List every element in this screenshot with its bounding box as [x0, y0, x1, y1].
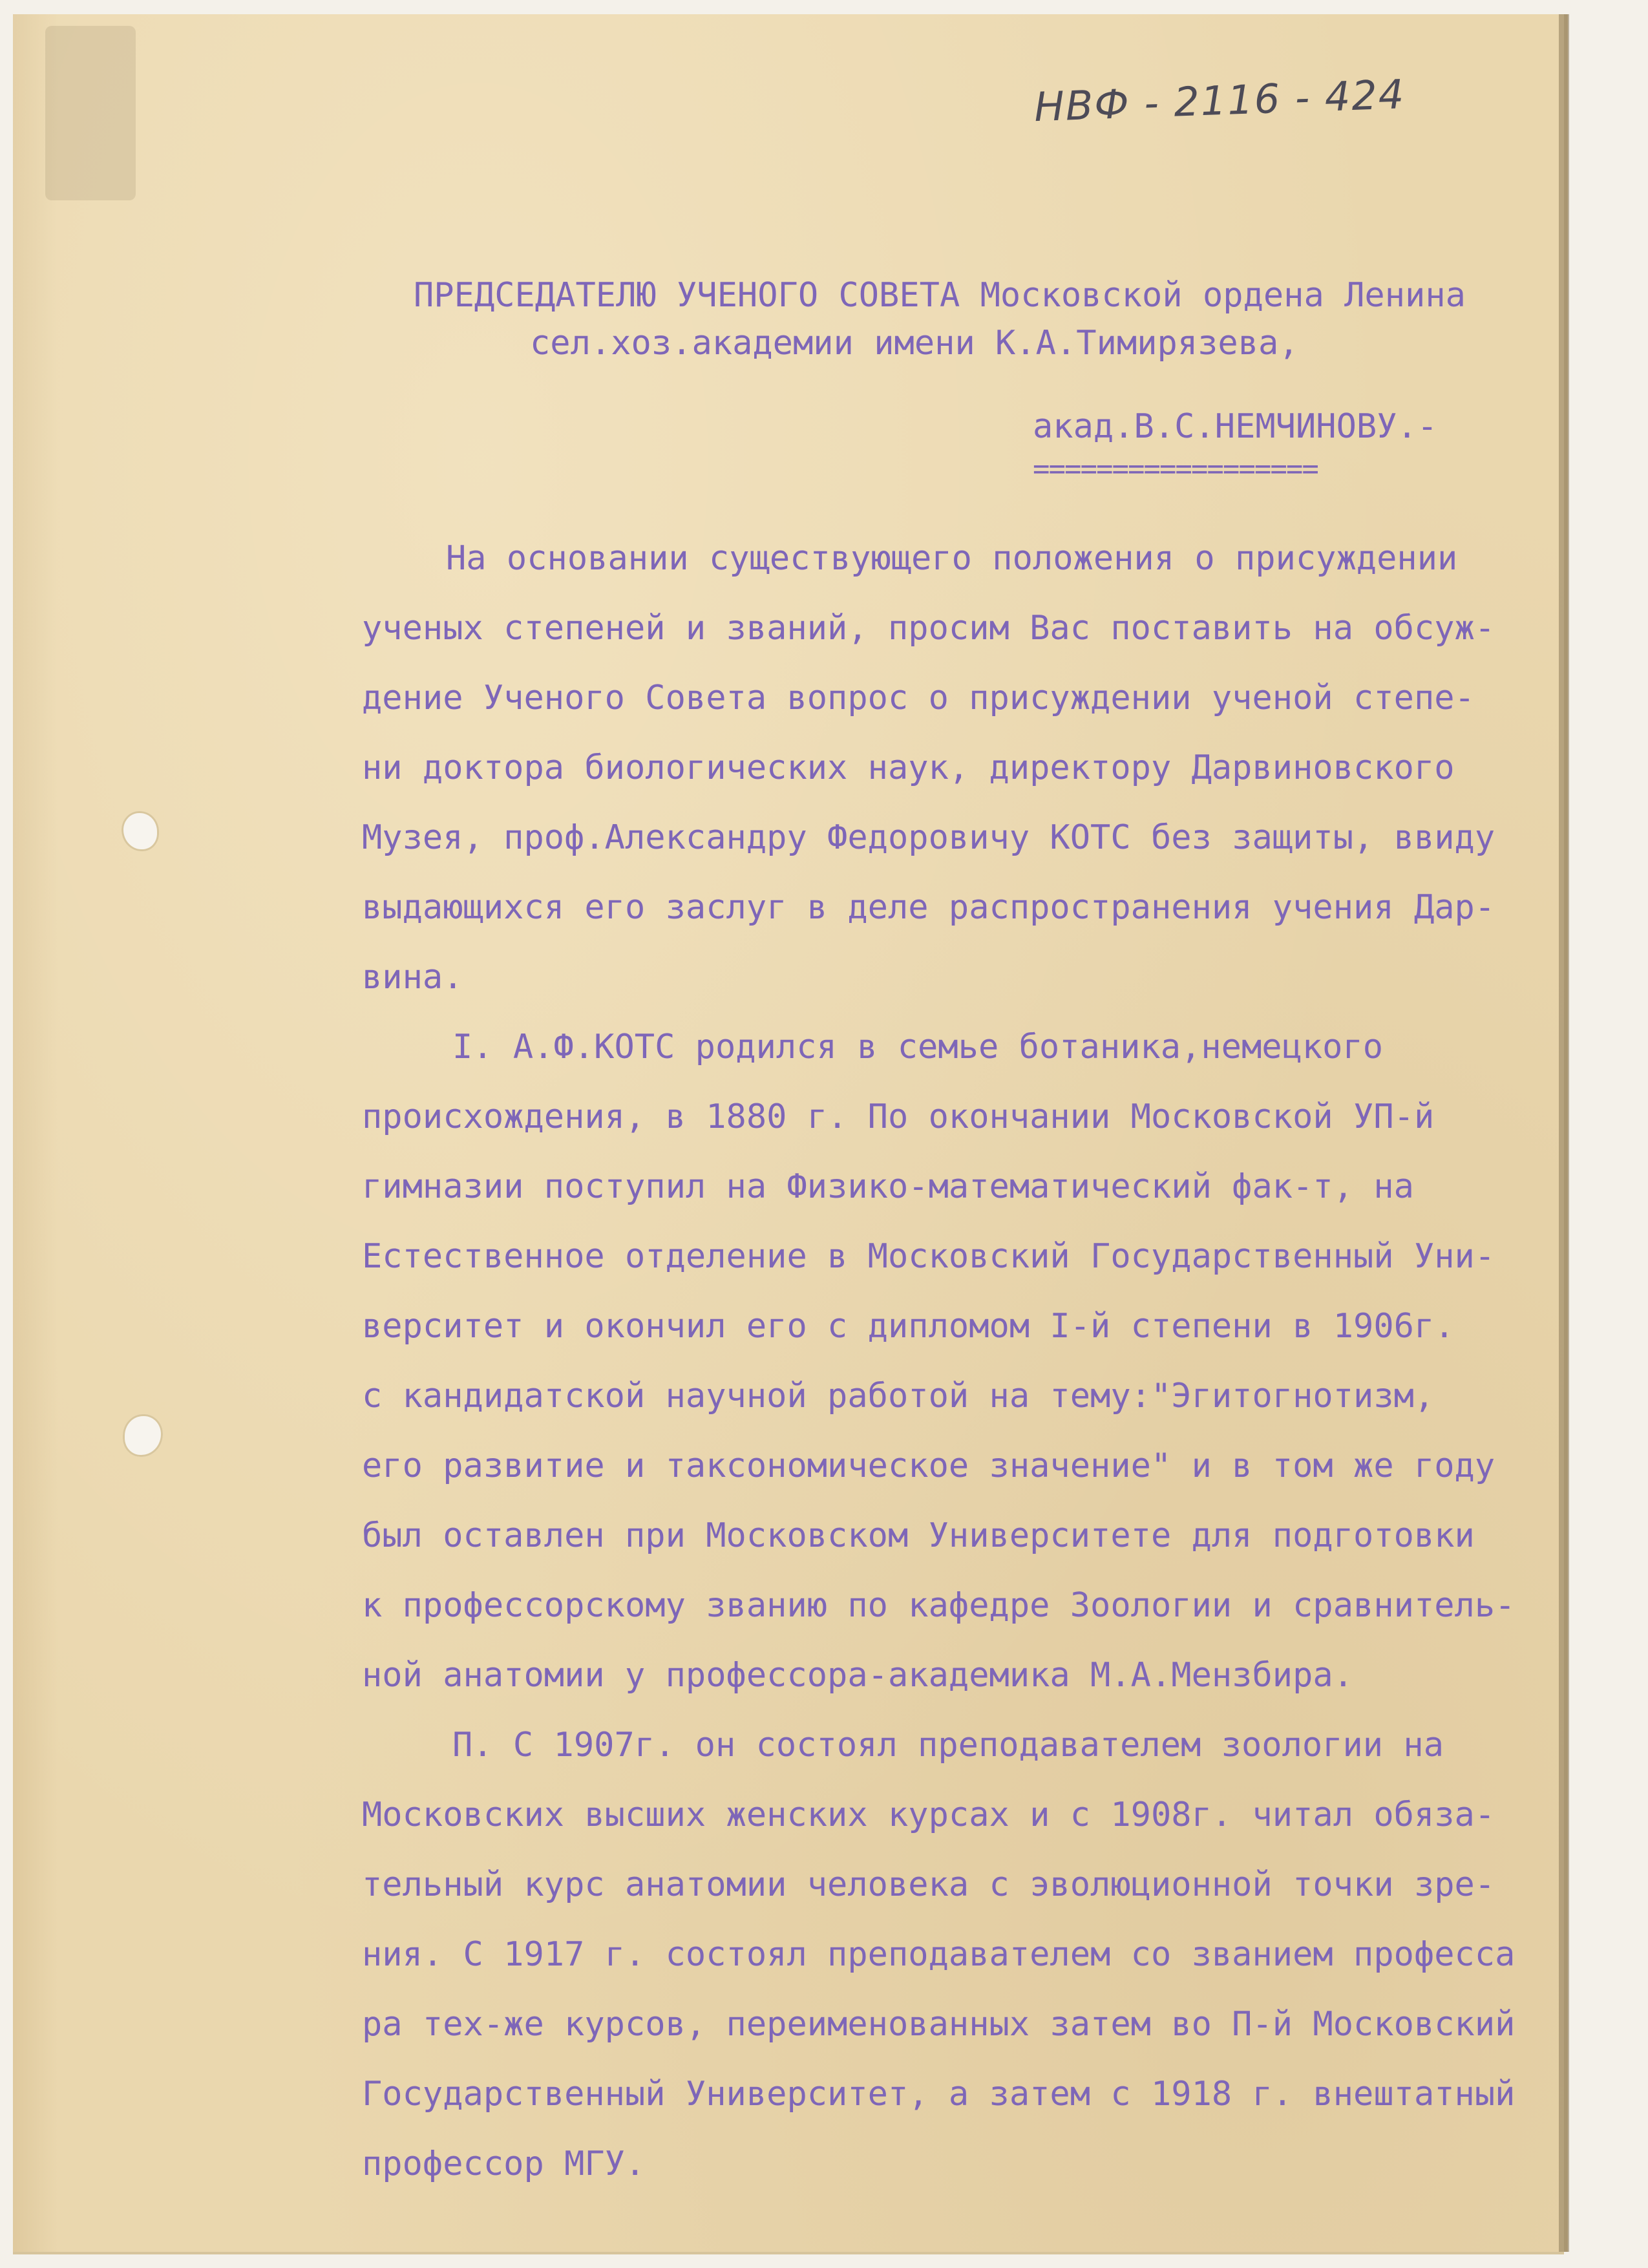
archive-reference: НВФ - 2116 - 424 — [1033, 70, 1406, 131]
body-line-6: выдающихся его заслуг в деле распространения учения Дар- — [362, 888, 1495, 927]
body-line-4: ни доктора биологических наук, директору Дарвиновского — [362, 748, 1455, 787]
body-line-19: Московских высших женских курсах и с 1908г. читал обяза- — [362, 1796, 1495, 1834]
body-line-1: На основании существующего положения о присуждении — [446, 539, 1458, 578]
body-line-15: был оставлен при Московском Университете для подготовки — [362, 1516, 1475, 1555]
body-line-16: к профессорскому званию по кафедре Зоологии и сравнитель- — [362, 1586, 1516, 1625]
body-line-12: верситет и окончил его с дипломом I-й степени в 1906г. — [362, 1307, 1455, 1346]
body-line-17: ной анатомии у профессора-академика М.А.Мензбира. — [362, 1656, 1354, 1695]
letter-body — [362, 524, 1564, 2199]
recipient-underline: ================== — [1033, 452, 1318, 485]
body-line-13: с кандидатской научной работой на тему:"Эгитогнотизм, — [362, 1377, 1435, 1415]
addressee-block — [414, 271, 1564, 367]
body-line-18: П. С 1907г. он состоял преподавателем зоологии на — [452, 1726, 1444, 1765]
body-line-8: I. А.Ф.КОТС родился в семье ботаника,немецкого — [452, 1028, 1384, 1066]
addressee-line-1: ПРЕДСЕДАТЕЛЮ УЧЕНОГО СОВЕТА Московской ордена Ленина — [414, 276, 1466, 315]
body-line-2: ученых степеней и званий, просим Вас поставить на обсуж- — [362, 609, 1495, 648]
body-line-11: Естественное отделение в Московский Государственный Уни- — [362, 1237, 1495, 1276]
body-line-24: профессор МГУ. — [362, 2145, 646, 2183]
body-line-3: дение Ученого Совета вопрос о присуждении ученой степе- — [362, 679, 1475, 717]
body-line-23: Государственный Университет, а затем с 1918 г. внештатный — [362, 2075, 1516, 2114]
recipient-name: акад.В.С.НЕМЧИНОВУ.- — [1033, 407, 1438, 446]
addressee-line-2: сел.хоз.академии имени К.А.Тимирязева, — [530, 324, 1299, 363]
binding-tab — [45, 26, 136, 200]
body-line-20: тельный курс анатомии человека с эволюционной точки зре- — [362, 1865, 1495, 1904]
body-line-14: его развитие и таксономическое значение" и в том же году — [362, 1447, 1495, 1485]
body-line-7: вина. — [362, 958, 463, 997]
body-line-9: происхождения, в 1880 г. По окончании Московской УП-й — [362, 1097, 1435, 1136]
body-line-10: гимназии поступил на Физико-математический фак-т, на — [362, 1167, 1414, 1206]
body-line-21: ния. С 1917 г. состоял преподавателем со званием професса — [362, 1935, 1516, 1974]
body-line-22: ра тех-же курсов, переименованных затем во П-й Московский — [362, 2005, 1516, 2044]
body-line-5: Музея, проф.Александру Федоровичу КОТС без защиты, ввиду — [362, 818, 1495, 857]
punch-hole-upper — [121, 811, 159, 851]
